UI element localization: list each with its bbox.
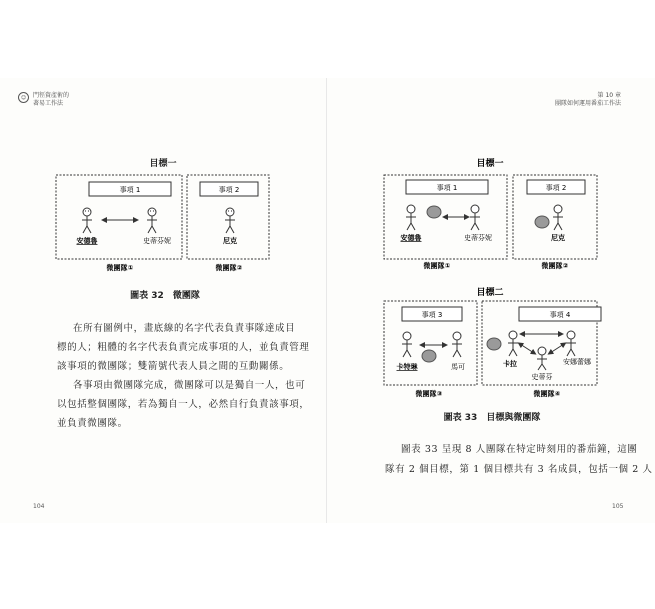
micro-team-3-label: 微團隊③ — [415, 390, 443, 398]
goal-2-label: 目標二 — [476, 288, 504, 298]
goal-1-label: 目標一 — [476, 159, 504, 169]
paragraph-line: 標的人；粗體的名字代表負責完成事項的人，並負責管理 — [57, 342, 310, 353]
person-icon — [402, 332, 412, 357]
micro-team-2-label: 微團隊② — [541, 262, 569, 270]
task-2-label: 事項 2 — [218, 186, 240, 194]
left-header-line1: 門徑資產術的 — [33, 92, 70, 99]
member-katrin: 卡特琳 — [396, 363, 418, 371]
tomato-timer-icon — [487, 338, 501, 350]
task-2-label: 事項 2 — [545, 184, 567, 192]
figure-32-diagram — [0, 0, 327, 290]
right-header-line1: 第 10 章 — [597, 92, 621, 99]
member-nick: 尼克 — [223, 237, 237, 245]
person-icon — [406, 205, 416, 230]
paragraph-line: 該事項的微團隊；雙箭號代表人員之間的互動關係。 — [57, 361, 290, 372]
micro-team-1-label: 微團隊① — [106, 264, 134, 272]
member-andrew: 安德魯 — [400, 234, 422, 242]
person-icon — [508, 331, 518, 356]
member-stephanie: 史蒂芬妮 — [464, 234, 492, 242]
person-icon — [537, 347, 547, 370]
tomato-timer-icon — [427, 206, 441, 218]
member-marco: 馬可 — [451, 363, 465, 371]
member-andrew: 安德魯 — [76, 237, 98, 245]
member-nick: 尼克 — [551, 234, 565, 242]
right-header-line2: 團隊如何運用番茄工作法 — [554, 100, 621, 107]
paragraph-line: 以包括整個團隊，若為獨自一人，必然自行負責該事項， — [57, 399, 310, 410]
left-header-line2: 著易工作法 — [33, 100, 64, 107]
person-icon — [225, 208, 235, 233]
person-icon — [553, 205, 563, 230]
paragraph-line: 各事項由微團隊完成，微團隊可以是獨自一人，也可 — [73, 380, 306, 391]
person-icon — [452, 332, 462, 357]
micro-team-1-label: 微團隊① — [423, 262, 451, 270]
paragraph-line: 並負責微團隊。 — [57, 418, 128, 429]
figure-33-caption: 圖表 33 目標與微團隊 — [443, 413, 541, 423]
person-icon — [147, 208, 157, 233]
interaction-arrow — [550, 344, 564, 353]
right-page-number: 105 — [612, 503, 624, 510]
left-page-number: 104 — [33, 503, 45, 510]
task-1-label: 事項 1 — [436, 184, 458, 192]
person-icon — [566, 331, 576, 356]
member-stephen: 史蒂芬 — [531, 373, 553, 381]
task-3-label: 事項 3 — [421, 311, 443, 319]
member-annalena: 安娜蕾娜 — [563, 358, 591, 366]
paragraph-line: 圖表 33 呈現 8 人團隊在特定時刻用的番茄鐘，這團 — [401, 444, 638, 455]
person-icon — [82, 208, 92, 233]
figure-32-caption: 圖表 32 微團隊 — [130, 291, 200, 301]
tomato-timer-icon — [535, 216, 549, 228]
micro-team-4-label: 微團隊④ — [533, 390, 561, 398]
book-logo-icon: ☺ — [18, 92, 29, 103]
member-stephanie: 史蒂芬妮 — [143, 237, 171, 245]
person-icon — [470, 205, 480, 230]
tomato-timer-icon — [422, 350, 436, 362]
member-carla: 卡拉 — [503, 360, 517, 368]
paragraph-line: 在所有圖例中，畫底線的名字代表負責事隊達成目 — [73, 323, 296, 334]
interaction-arrow — [520, 344, 534, 353]
task-4-label: 事項 4 — [549, 311, 571, 319]
figure-33-diagram — [327, 0, 655, 440]
task-1-label: 事項 1 — [119, 186, 141, 194]
paragraph-line: 隊有 2 個目標，第 1 個目標共有 3 名成員，包括一個 2 人 — [385, 464, 653, 475]
goal-1-label: 目標一 — [149, 159, 177, 169]
micro-team-2-label: 微團隊② — [215, 264, 243, 272]
